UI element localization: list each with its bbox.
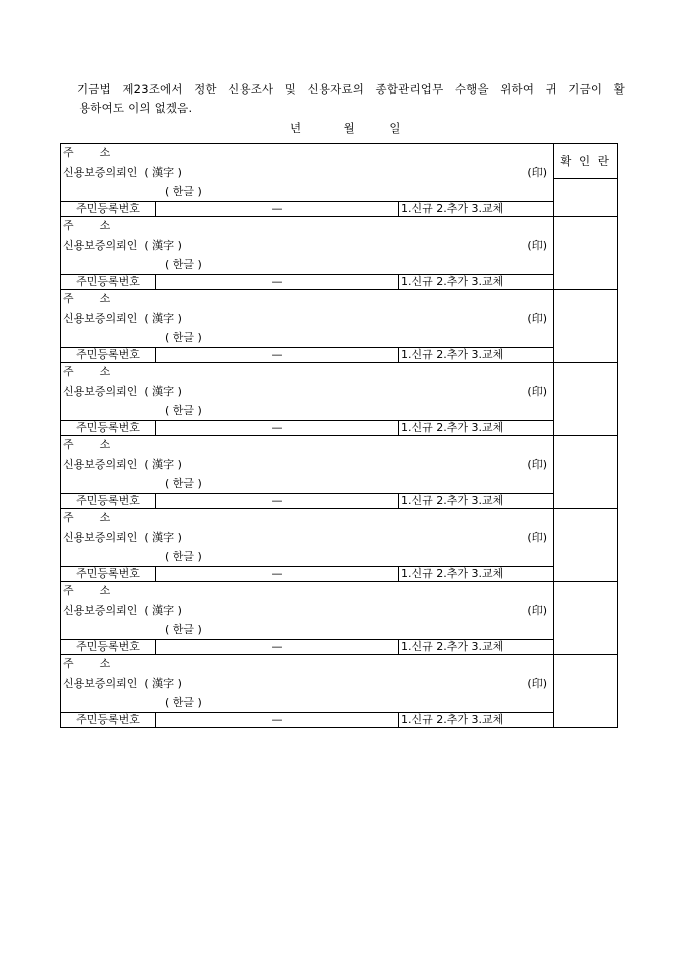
address-label (63, 582, 110, 598)
address-label-a: 주 (63, 511, 74, 524)
guarantor-label: 신용보증의뢰인 (63, 677, 138, 690)
address-label-a: 주 (63, 438, 74, 451)
address-label-b: 소 (99, 584, 111, 597)
address-label (63, 655, 110, 671)
confirm-cell[interactable] (554, 436, 618, 509)
address-label-b: 소 (99, 438, 111, 451)
id-number-label: 주민등록번호 (61, 348, 156, 363)
hanja-name-field[interactable]: ( 漢字 ) (144, 604, 182, 617)
id-row (61, 567, 618, 582)
address-label (63, 363, 110, 379)
id-number-label: 주민등록번호 (61, 275, 156, 290)
confirm-cell[interactable] (554, 217, 618, 290)
guarantor-line (63, 164, 182, 180)
address-label-b: 소 (99, 657, 111, 670)
guarantor-label: 신용보증의뢰인 (63, 385, 138, 398)
seal-mark: (印) (527, 385, 548, 398)
id-number-field[interactable]: — (156, 202, 399, 217)
guarantor-block (61, 582, 618, 640)
confirm-cell[interactable] (554, 655, 618, 728)
address-label (63, 509, 110, 525)
id-row (61, 202, 618, 217)
id-number-field[interactable]: — (156, 494, 399, 509)
guarantor-label: 신용보증의뢰인 (63, 604, 138, 617)
registration-type-options[interactable]: 1.신규 2.추가 3.교체 (399, 348, 554, 363)
id-number-label: 주민등록번호 (61, 421, 156, 436)
intro-text (77, 80, 625, 118)
intro-line-2: 용하여도 이의 없겠음. (79, 101, 193, 115)
registration-type-options[interactable]: 1.신규 2.추가 3.교체 (399, 567, 554, 582)
guarantor-info-cell[interactable] (61, 582, 554, 640)
guarantor-form (60, 143, 617, 728)
hangul-name-field[interactable]: ( 한글 ) (165, 550, 202, 563)
seal-mark: (印) (527, 166, 548, 179)
guarantor-label: 신용보증의뢰인 (63, 166, 138, 179)
guarantor-line (63, 675, 182, 691)
hangul-name-field[interactable]: ( 한글 ) (165, 623, 202, 636)
id-row (61, 494, 618, 509)
confirm-header: 확 인 란 (554, 144, 617, 179)
guarantor-table (60, 143, 618, 728)
hangul-name-field[interactable]: ( 한글 ) (165, 696, 202, 709)
registration-type-options[interactable]: 1.신규 2.추가 3.교체 (399, 494, 554, 509)
date-year: 년 (290, 121, 302, 135)
guarantor-block (61, 363, 618, 421)
hanja-name-field[interactable]: ( 漢字 ) (144, 677, 182, 690)
seal-mark: (印) (527, 677, 548, 690)
guarantor-line (63, 383, 182, 399)
guarantor-info-cell[interactable] (61, 290, 554, 348)
address-label-a: 주 (63, 292, 74, 305)
id-number-field[interactable]: — (156, 567, 399, 582)
guarantor-block (61, 144, 618, 202)
guarantor-info-cell[interactable] (61, 436, 554, 494)
intro-line-1: 기금법 제23조에서 정한 신용조사 및 신용자료의 종합관리업무 수행을 위하여 귀 기금이 활 (77, 82, 625, 96)
hanja-name-field[interactable]: ( 漢字 ) (144, 385, 182, 398)
registration-type-options[interactable]: 1.신규 2.추가 3.교체 (399, 421, 554, 436)
guarantor-line (63, 456, 182, 472)
address-label-a: 주 (63, 365, 74, 378)
guarantor-block (61, 509, 618, 567)
id-number-field[interactable]: — (156, 640, 399, 655)
id-number-label: 주민등록번호 (61, 202, 156, 217)
id-row (61, 275, 618, 290)
seal-mark: (印) (527, 458, 548, 471)
address-label-b: 소 (99, 219, 111, 232)
guarantor-label: 신용보증의뢰인 (63, 458, 138, 471)
id-number-field[interactable]: — (156, 275, 399, 290)
guarantor-info-cell[interactable] (61, 655, 554, 713)
guarantor-label: 신용보증의뢰인 (63, 531, 138, 544)
guarantor-info-cell[interactable] (61, 509, 554, 567)
id-number-field[interactable]: — (156, 713, 399, 728)
id-row (61, 713, 618, 728)
id-number-label: 주민등록번호 (61, 640, 156, 655)
address-label-a: 주 (63, 657, 74, 670)
address-label-b: 소 (99, 365, 111, 378)
hanja-name-field[interactable]: ( 漢字 ) (144, 458, 182, 471)
date-month: 월 (343, 121, 355, 135)
address-label-b: 소 (99, 511, 111, 524)
hanja-name-field[interactable]: ( 漢字 ) (144, 312, 182, 325)
address-label (63, 290, 110, 306)
id-number-label: 주민등록번호 (61, 494, 156, 509)
seal-mark: (印) (527, 531, 548, 544)
registration-type-options[interactable]: 1.신규 2.추가 3.교체 (399, 640, 554, 655)
guarantor-block (61, 655, 618, 713)
guarantor-info-cell[interactable] (61, 217, 554, 275)
address-label (63, 217, 110, 233)
guarantor-block (61, 217, 618, 275)
hanja-name-field[interactable]: ( 漢字 ) (144, 239, 182, 252)
guarantor-info-cell[interactable] (61, 363, 554, 421)
guarantor-line (63, 237, 182, 253)
hangul-name-field[interactable]: ( 한글 ) (165, 477, 202, 490)
confirm-cell[interactable] (554, 290, 618, 363)
guarantor-label: 신용보증의뢰인 (63, 312, 138, 325)
address-label-a: 주 (63, 146, 74, 159)
confirm-cell[interactable] (554, 509, 618, 582)
guarantor-line (63, 602, 182, 618)
date-day: 일 (389, 121, 401, 135)
hanja-name-field[interactable]: ( 漢字 ) (144, 531, 182, 544)
guarantor-block (61, 436, 618, 494)
seal-mark: (印) (527, 604, 548, 617)
confirm-cell[interactable] (554, 582, 618, 655)
guarantor-label: 신용보증의뢰인 (63, 239, 138, 252)
id-number-label: 주민등록번호 (61, 713, 156, 728)
hangul-name-field[interactable]: ( 한글 ) (165, 331, 202, 344)
guarantor-info-cell[interactable] (61, 144, 554, 202)
address-label-a: 주 (63, 219, 74, 232)
address-label (63, 436, 110, 452)
id-number-field[interactable]: — (156, 348, 399, 363)
confirm-column-first[interactable] (554, 144, 618, 217)
seal-mark: (印) (527, 312, 548, 325)
guarantor-line (63, 529, 182, 545)
id-row (61, 421, 618, 436)
registration-type-options[interactable]: 1.신규 2.추가 3.교체 (399, 275, 554, 290)
guarantor-block (61, 290, 618, 348)
id-number-label: 주민등록번호 (61, 567, 156, 582)
confirm-cell[interactable] (554, 363, 618, 436)
hanja-name-field[interactable]: ( 漢字 ) (144, 166, 182, 179)
id-row (61, 348, 618, 363)
id-row (61, 640, 618, 655)
registration-type-options[interactable]: 1.신규 2.추가 3.교체 (399, 202, 554, 217)
hangul-name-field[interactable]: ( 한글 ) (165, 258, 202, 271)
hangul-name-field[interactable]: ( 한글 ) (165, 404, 202, 417)
registration-type-options[interactable]: 1.신규 2.추가 3.교체 (399, 713, 554, 728)
guarantor-line (63, 310, 182, 326)
hangul-name-field[interactable]: ( 한글 ) (165, 185, 202, 198)
address-label-a: 주 (63, 584, 74, 597)
address-label-b: 소 (99, 146, 111, 159)
address-label-b: 소 (99, 292, 111, 305)
address-label (63, 144, 110, 160)
date-line (290, 120, 400, 136)
id-number-field[interactable]: — (156, 421, 399, 436)
seal-mark: (印) (527, 239, 548, 252)
